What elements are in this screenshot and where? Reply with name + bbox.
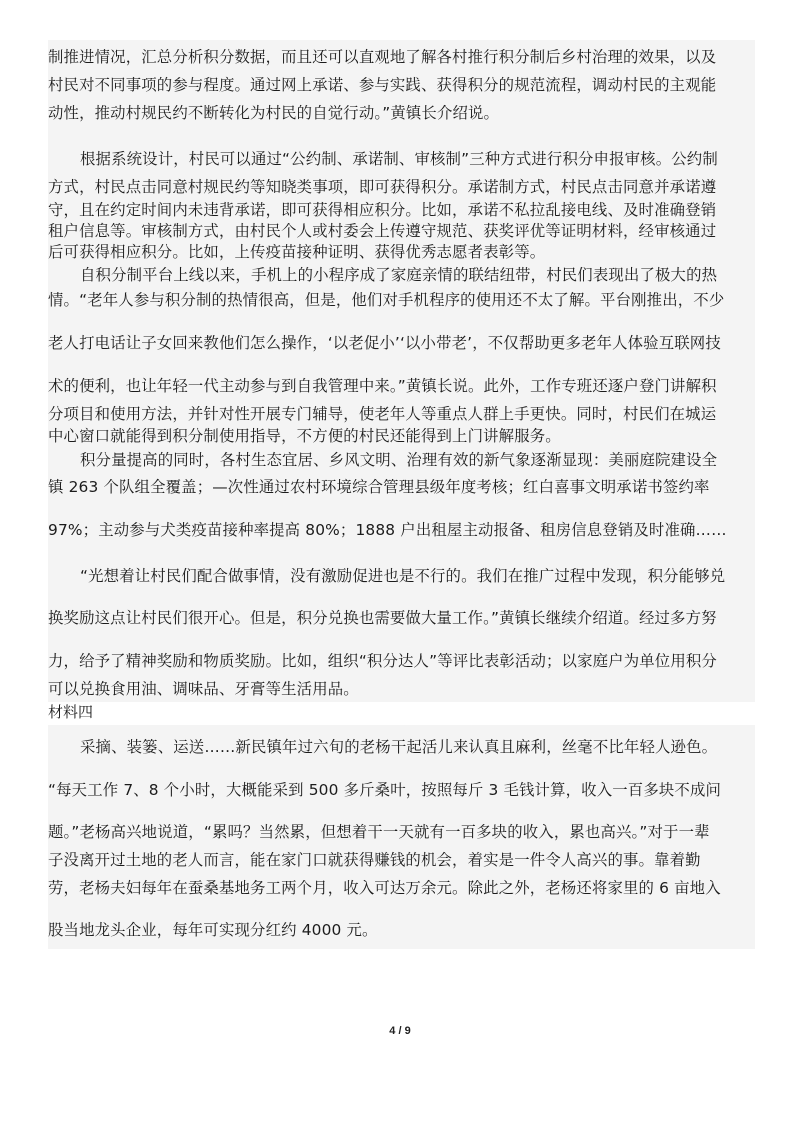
page-number: 4 / 9	[389, 1025, 411, 1037]
text-line: 自积分制平台上线以来，手机上的小程序成了家庭亲情的联结纽带，村民们表现出了极大的热	[80, 266, 718, 284]
text-line: “光想着让村民们配合做事情，没有激励促进也是不行的。我们在推广过程中发现，积分能够兑	[80, 567, 726, 585]
section-label: 材料四	[48, 703, 94, 721]
text-line: 方式，村民点击同意村规民约等知晓类事项，即可获得积分。承诺制方式，村民点击同意并承诺遵	[48, 178, 717, 196]
text-line: 子没离开过土地的老人而言，能在家门口就获得赚钱的机会，着实是一件令人高兴的事。靠着勤	[48, 851, 701, 869]
text-line: 制推进情况，汇总分析积分数据，而且还可以直观地了解各村推行积分制后乡村治理的效果，以及	[48, 48, 717, 66]
text-line: 换奖励这点让村民们很开心。但是，积分兑换也需要做大量工作。”黄镇长继续介绍道。经过多方努	[48, 609, 717, 627]
text-line: 情。“老年人参与积分制的热情很高，但是，他们对手机程序的使用还不太了解。平台刚推出，不少	[48, 291, 725, 309]
text-line: 可以兑换食用油、调味品、牙膏等生活用品。	[48, 680, 359, 698]
text-line: 采摘、装篓、运送……新民镇年过六旬的老杨干起活儿来认真且麻利，丝毫不比年轻人逊色。	[80, 738, 718, 756]
text-line: 老人打电话让子女回来教他们怎么操作，‘以老促小’‘以小带老’，不仅帮助更多老年人体验互联网技	[48, 334, 721, 352]
text-line: 股当地龙头企业，每年可实现分红约 4000 元。	[48, 921, 378, 939]
text-line: 村民对不同事项的参与程度。通过网上承诺、参与实践、获得积分的规范流程，调动村民的主观能	[48, 76, 717, 94]
text-line: 劳，老杨夫妇每年在蚕桑基地务工两个月，收入可达万余元。除此之外，老杨还将家里的 6 亩地入	[48, 879, 721, 897]
material-three-background	[48, 40, 755, 702]
text-line: “每天工作 7、8 个小时，大概能采到 500 多斤桑叶，按照每斤 3 毛钱计算，收入一百多块不成问	[48, 781, 722, 799]
text-line: 镇 263 个队组全覆盖；—次性通过农村环境综合管理县级年度考核；红白喜事文明承诺书签约率	[48, 478, 710, 496]
text-line: 术的便利，也让年轻一代主动参与到自我管理中来。”黄镇长说。此外，工作专班还逐户登门讲解积	[48, 377, 717, 395]
text-line: 守，且在约定时间内未违背承诺，即可获得相应积分。比如，承诺不私拉乱接电线、及时准确登销	[48, 201, 717, 219]
text-line: 分项目和使用方法，并针对性开展专门辅导，使老年人等重点人群上手更快。同时，村民们在城运	[48, 405, 717, 423]
text-line: 后可获得相应积分。比如，上传疫苗接种证明、获得优秀志愿者表彰等。	[48, 243, 546, 261]
text-line: 中心窗口就能得到积分制使用指导，不方便的村民还能得到上门讲解服务。	[48, 427, 561, 445]
text-line: 力，给予了精神奖励和物质奖励。比如，组织“积分达人”等评比表彰活动；以家庭户为单位用积分	[48, 652, 717, 670]
text-line: 动性，推动村规民约不断转化为村民的自觉行动。”黄镇长介绍说。	[48, 104, 500, 122]
text-line: 租户信息等。审核制方式，由村民个人或村委会上传遵守规范、获奖评优等证明材料，经审核通过	[48, 222, 717, 240]
text-line: 97%；主动参与犬类疫苗接种率提高 80%；1888 户出租屋主动报备、租房信息登销及时准确……	[48, 521, 727, 539]
text-line: 积分量提高的同时，各村生态宜居、乡风文明、治理有效的新气象逐渐显现：美丽庭院建设全	[80, 451, 718, 469]
text-line: 题。”老杨高兴地说道，“累吗？当然累，但想着干一天就有一百多块的收入，累也高兴。”对于一辈	[48, 823, 710, 841]
text-line: 根据系统设计，村民可以通过“公约制、承诺制、审核制”三种方式进行积分申报审核。公约制	[80, 150, 718, 168]
